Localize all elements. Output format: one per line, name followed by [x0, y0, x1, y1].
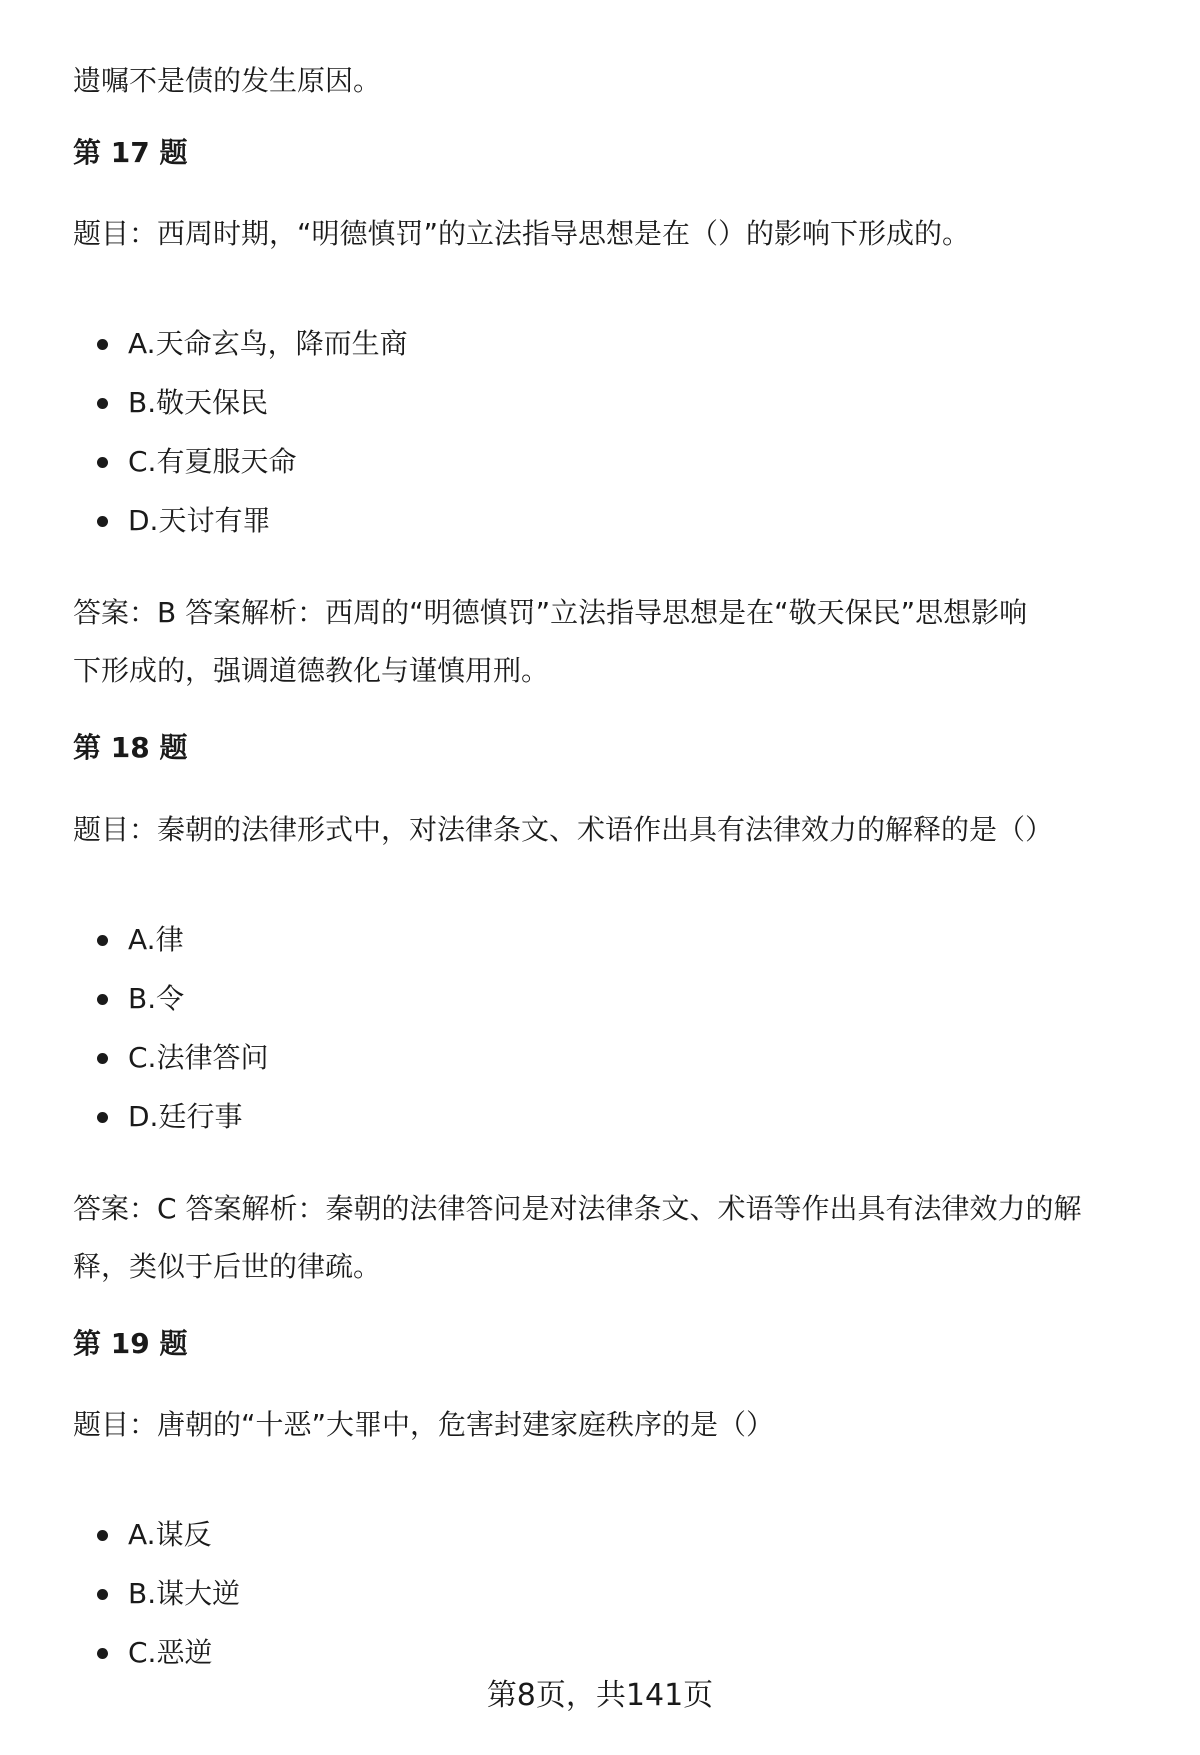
question-19-option-a: A.谋反	[128, 1518, 212, 1551]
question-19-heading: 第 19 题	[73, 1327, 188, 1360]
bullet-icon	[97, 516, 108, 527]
bullet-icon	[97, 1648, 108, 1659]
question-17-option-c: C.有夏服天命	[128, 445, 297, 478]
bullet-icon	[97, 398, 108, 409]
question-17-option-b: B.敬天保民	[128, 386, 269, 419]
question-18-answer: 答案：C 答案解析：秦朝的法律答问是对法律条文、术语等作出具有法律效力的解	[73, 1192, 1082, 1225]
question-18-option-c: C.法律答问	[128, 1041, 269, 1074]
question-19-option-c: C.恶逆	[128, 1636, 213, 1669]
question-18-answer-cont: 释，类似于后世的律疏。	[73, 1250, 382, 1283]
bullet-icon	[97, 457, 108, 468]
question-18-option-b: B.令	[128, 982, 185, 1015]
bullet-icon	[97, 339, 108, 350]
bullet-icon	[97, 994, 108, 1005]
bullet-icon	[97, 1112, 108, 1123]
question-18-option-a: A.律	[128, 923, 184, 956]
question-17-heading: 第 17 题	[73, 136, 188, 169]
question-17-option-a: A.天命玄鸟，降而生商	[128, 327, 408, 360]
question-17-option-d: D.天讨有罪	[128, 504, 271, 537]
question-18-option-d: D.廷行事	[128, 1100, 243, 1133]
question-17-answer: 答案：B 答案解析：西周的“明德慎罚”立法指导思想是在“敬天保民”思想影响	[73, 596, 1028, 629]
page-footer: 第8页，共141页	[486, 1678, 714, 1713]
question-18-heading: 第 18 题	[73, 731, 188, 764]
question-19-option-b: B.谋大逆	[128, 1577, 241, 1610]
bullet-icon	[97, 1530, 108, 1541]
lead-text: 遗嘱不是债的发生原因。	[73, 64, 382, 97]
question-18-stem: 题目：秦朝的法律形式中，对法律条文、术语作出具有法律效力的解释的是（）	[73, 813, 1054, 846]
bullet-icon	[97, 1589, 108, 1600]
question-17-answer-cont: 下形成的，强调道德教化与谨慎用刑。	[73, 654, 550, 687]
question-19-stem: 题目：唐朝的“十恶”大罪中，危害封建家庭秩序的是（）	[73, 1408, 775, 1441]
bullet-icon	[97, 935, 108, 946]
question-17-stem: 题目：西周时期，“明德慎罚”的立法指导思想是在（）的影响下形成的。	[73, 217, 971, 250]
bullet-icon	[97, 1053, 108, 1064]
